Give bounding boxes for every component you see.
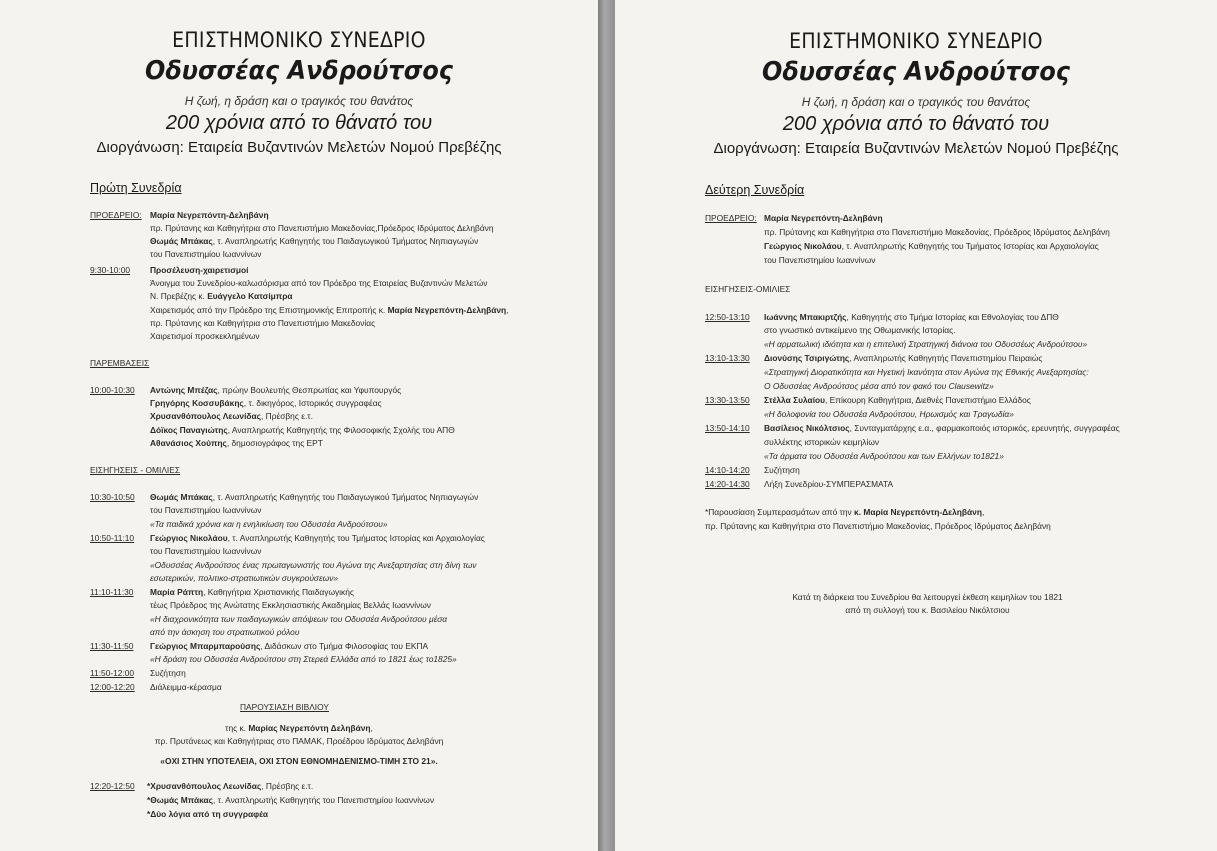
closing-label: Λήξη Συνεδρίου-ΣΥΜΠΕΡΑΣΜΑΤΑ [764,479,894,489]
presidium-role-1: πρ. Πρύτανης και Καθηγήτρια στο Πανεπιστήμιο Μακεδονίας,Πρόεδρος Ιδρύματος Δεληβάνη [150,223,494,233]
session-title: Πρώτη Συνεδρία [90,181,182,195]
discussion-time: 11:50-12:00 [90,668,135,678]
talks-title: ΕΙΣΗΓΗΣΕΙΣ-ΟΜΙΛΙΕΣ [705,284,791,294]
talk-2-time: 10:50-11:10 [90,533,135,543]
book-speaker-1: *Χρυσανθόπουλος Λεωνίδας, Πρέσβης ε.τ. [147,781,314,791]
presidium-line-2: Γεώργιος Νικολάου, τ. Αναπληρωτής Καθηγητής του Τμήματος Ιστορίας και Αρχαιολογίας [764,241,1099,251]
talk-1-topic: «Η αρματωλική ιδιότητα και η επιτελική Στρατηγική διάνοια του Οδυσσέως Ανδρούτσου» [764,339,1088,349]
discussion-label: Συζήτηση [150,668,186,678]
talk-2-role: του Πανεπιστημίου Ιωαννίνων [150,546,262,556]
book-author: της κ. Μαρίας Νεγρεπόντη Δεληβάνη, [225,723,373,733]
talk-4-speaker: Βασίλειος Νικόλτσιος, Συνταγματάρχης ε.α., φαρμακοποιός ιστορικός, ερευνητής, συγγραφέας [764,423,1120,433]
book-speaker-2: *Θωμάς Μπάκας, τ. Αναπληρωτής Καθηγητής του Πανεπιστημίου Ιωαννίνων [147,795,435,805]
conference-organizer: Διοργάνωση: Εταιρεία Βυζαντινών Μελετών Νομού Πρεβέζης [713,140,1119,157]
talk-3-role: τέως Πρόεδρος της Ανώτατης Εκκλησιαστικής Ακαδημίας Βελλάς Ιωαννίνων [150,600,431,610]
conference-name: Οδυσσέας Ανδρούτσος [762,57,1070,87]
opening-line-1: Άνοιγμα του Συνεδρίου-καλωσόρισμα από τον Πρόεδρο της Εταιρείας Βυζαντινών Μελετών [150,278,488,288]
presidium-role-2b: του Πανεπιστημίου Ιωαννίνων [764,255,876,265]
intervention-5: Αθανάσιος Χούπης, δημοσιογράφος της ΕΡΤ [150,438,323,448]
conference-years: 200 χρόνια από το θάνατό του [165,112,433,134]
talk-4-role: συλλέκτης ιστορικών κειμηλίων [764,437,880,447]
closing-time: 14:20-14:30 [705,479,750,489]
opening-time: 9:30-10:00 [90,265,131,275]
talk-3-speaker: Στέλλα Συλαίου, Επίκουρη Καθηγήτρια, Διεθνές Πανεπιστήμιο Ελλάδος [764,395,1031,405]
talk-2-time: 13:10-13:30 [705,353,750,363]
talk-2-topic-2: εσωτερικών, πολιτικο-στρατιωτικών συγκρούσεων» [150,573,339,583]
intervention-1: Αντώνης Μπέζας, πρώην Βουλευτής Θεσπρωτίας και Υφυπουργός [150,385,402,395]
conference-organizer: Διοργάνωση: Εταιρεία Βυζαντινών Μελετών Νομού Πρεβέζης [96,139,502,156]
conference-title: ΕΠΙΣΤΗΜΟΝΙΚΟ ΣΥΝΕΔΡΙΟ [172,28,426,52]
interventions-title: ΠΑΡΕΜΒΑΣΕΙΣ [90,358,150,368]
talk-3-topic-1: «Η διαχρονικότητα των παιδαγωγικών απόψεων του Οδυσσέα Ανδρούτσου μέσα [150,614,448,624]
opening-line-5: Χαιρετισμοί προσκεκλημένων [150,331,260,341]
break-label: Διάλειμμα-κέρασμα [150,682,222,692]
intervention-4: Δόϊκος Παναγιώτης, Αναπληρωτής Καθηγητής της Φιλοσοφικής Σχολής του ΑΠΘ [150,425,455,435]
presidium-label: ΠΡΟΕΔΡΕΙΟ: [90,210,142,220]
talk-4-topic: «Τα άρματα του Οδυσσέα Ανδρούτσου και των Ελλήνων το1821» [764,451,1004,461]
talk-3-topic-2: από την άσκηση του στρατιωτικού ρόλου [150,627,300,637]
presidium-name-1: Μαρία Νεγρεπόντη-Δεληβάνη [764,213,883,223]
talk-2-topic-1: «Οδυσσέας Ανδρούτσος ένας πρωταγωνιστής του Αγώνα της Ανεξαρτησίας στη δίνη των [150,560,477,570]
talk-4-speaker: Γεώργιος Μπαρμπαρούσης, Διδάσκων στο Τμήμα Φιλοσοφίας του ΕΚΠΑ [150,641,429,651]
talks-title: ΕΙΣΗΓΗΣΕΙΣ - ΟΜΙΛΙΕΣ [90,465,181,475]
talk-1-topic: «Τα παιδικά χρόνια και η ενηλικίωση του Οδυσσέα Ανδρούτσου» [150,519,388,529]
conference-name: Οδυσσέας Ανδρούτσος [145,56,453,86]
conference-subtitle: Η ζωή, η δράση και ο τραγικός του θανάτος [184,94,414,108]
talk-1-time: 12:50-13:10 [705,312,750,322]
talk-1-role: στο γνωστικό αντικείμενο της Οθωμανικής Ιστορίας. [764,325,956,335]
discussion-time: 14:10-14:20 [705,465,750,475]
talk-2-topic-1: «Στρατηγική Διορατικότητα και Ηγετική Ικανότητα στον Αγώνα της Εθνικής Ανεξαρτησίας: [764,367,1089,377]
page-gutter [598,0,615,851]
presidium-label: ΠΡΟΕΔΡΕΙΟ: [705,213,757,223]
book-title: ΠΑΡΟΥΣΙΑΣΗ ΒΙΒΛΙΟΥ [240,702,329,712]
conclusion-line-2: πρ. Πρύτανης και Καθηγήτρια στο Πανεπιστήμιο Μακεδονίας, Πρόεδρος Ιδρύματος Δεληβάνη [705,521,1051,531]
book-time: 12:20-12:50 [90,781,135,791]
session-title: Δεύτερη Συνεδρία [705,183,805,197]
page-left [0,0,598,851]
talk-1-speaker: Ιωάννης Μπακιρτζής, Καθηγητής στο Τμήμα Ιστορίας και Εθνολογίας του ΔΠΘ [764,312,1059,322]
talk-3-topic: «Η δολοφονία του Οδυσσέα Ανδρούτσου, Ηρωισμός και Τραγωδία» [764,409,1014,419]
talk-4-topic: «Η δράση του Οδυσσέα Ανδρούτσου στη Στερεά Ελλάδα από το 1821 έως το1825» [150,654,457,664]
presidium-name-1: Μαρία Νεγρεπόντη-Δεληβάνη [150,210,269,220]
interventions-time: 10:00-10:30 [90,385,135,395]
talk-1-time: 10:30-10:50 [90,492,135,502]
opening-line-2: Ν. Πρεβέζης κ. Ευάγγελο Κατσίμπρα [150,291,293,301]
intervention-3: Χρυσανθόπουλος Λεωνίδας, Πρέσβης ε.τ. [150,411,313,421]
exhibit-line-2: από τη συλλογή του κ. Βασιλείου Νικόλτσιου [845,605,1010,615]
conference-years: 200 χρόνια από το θάνατό του [782,113,1050,135]
opening-line-4: πρ. Πρύτανης και Καθηγήτρια στο Πανεπιστήμιο Μακεδονίας [150,318,376,328]
opening-line-3: Χαιρετισμός από την Πρόεδρο της Επιστημονικής Επιτροπής κ. Μαρία Νεγρεπόντη-Δεληβάνη, [150,305,509,315]
presidium-role-2b: του Πανεπιστημίου Ιωαννίνων [150,249,262,259]
conference-subtitle: Η ζωή, η δράση και ο τραγικός του θανάτος [801,95,1031,109]
talk-2-speaker: Γεώργιος Νικολάου, τ. Αναπληρωτής Καθηγητής του Τμήματος Ιστορίας και Αρχαιολογίας [150,533,485,543]
book-name: «ΟΧΙ ΣΤΗΝ ΥΠΟΤΕΛΕΙΑ, ΟΧΙ ΣΤΟΝ ΕΘΝΟΜΗΔΕΝΙΣΜΟ-ΤΙΜΗ ΣΤΟ 21». [160,756,438,766]
talk-3-time: 13:30-13:50 [705,395,750,405]
conclusion-line-1: *Παρουσίαση Συμπερασμάτων από την κ. Μαρία Νεγρεπόντη-Δεληβάνη, [705,507,985,517]
intervention-2: Γρηγόρης Κοσσυβάκης, τ. δικηγόρος, Ιστορικός συγγραφέας [150,398,382,408]
page-right [615,0,1217,851]
talk-1-role: του Πανεπιστημίου Ιωαννίνων [150,505,262,515]
exhibit-line-1: Κατά τη διάρκεια του Συνεδρίου θα λειτουργεί έκθεση κειμηλίων του 1821 [792,592,1063,602]
conference-title: ΕΠΙΣΤΗΜΟΝΙΚΟ ΣΥΝΕΔΡΙΟ [789,29,1043,53]
presidium-line-2: Θωμάς Μπάκας, τ. Αναπληρωτής Καθηγητής του Παιδαγωγικού Τμήματος Νηπιαγωγών [150,236,479,246]
talk-3-time: 11:10-11:30 [90,587,134,597]
opening-title: Προσέλευση-χαιρετισμοί [150,265,249,275]
talk-4-time: 11:30-11:50 [90,641,134,651]
book-author-role: πρ. Πρυτάνεως και Καθηγήτριας στο ΠΑΜΑΚ, Προέδρου Ιδρύματος Δεληβάνη [154,736,444,746]
talk-1-speaker: Θωμάς Μπάκας, τ. Αναπληρωτής Καθηγητής του Παιδαγωγικού Τμήματος Νηπιαγωγών [150,492,479,502]
talk-3-speaker: Μαρία Ράπτη, Καθηγήτρια Χριστιανικής Παιδαγωγικής [150,587,354,597]
talk-2-speaker: Διονύσης Τσιριγώτης, Αναπληρωτής Καθηγητής Πανεπιστημίου Πειραιώς [764,353,1043,363]
presidium-role-1: πρ. Πρύτανης και Καθηγήτρια στο Πανεπιστήμιο Μακεδονίας, Πρόεδρος Ιδρύματος Δεληβάνη [764,227,1110,237]
talk-2-topic-2: Ο Οδυσσέας Ανδρούτσος μέσα από τον φακό του Clausewitz» [764,381,994,391]
break-time: 12:00-12:20 [90,682,135,692]
talk-4-time: 13:50-14:10 [705,423,750,433]
book-speaker-3: *Δύο λόγια από τη συγγραφέα [147,809,269,819]
discussion-label: Συζήτηση [764,465,800,475]
